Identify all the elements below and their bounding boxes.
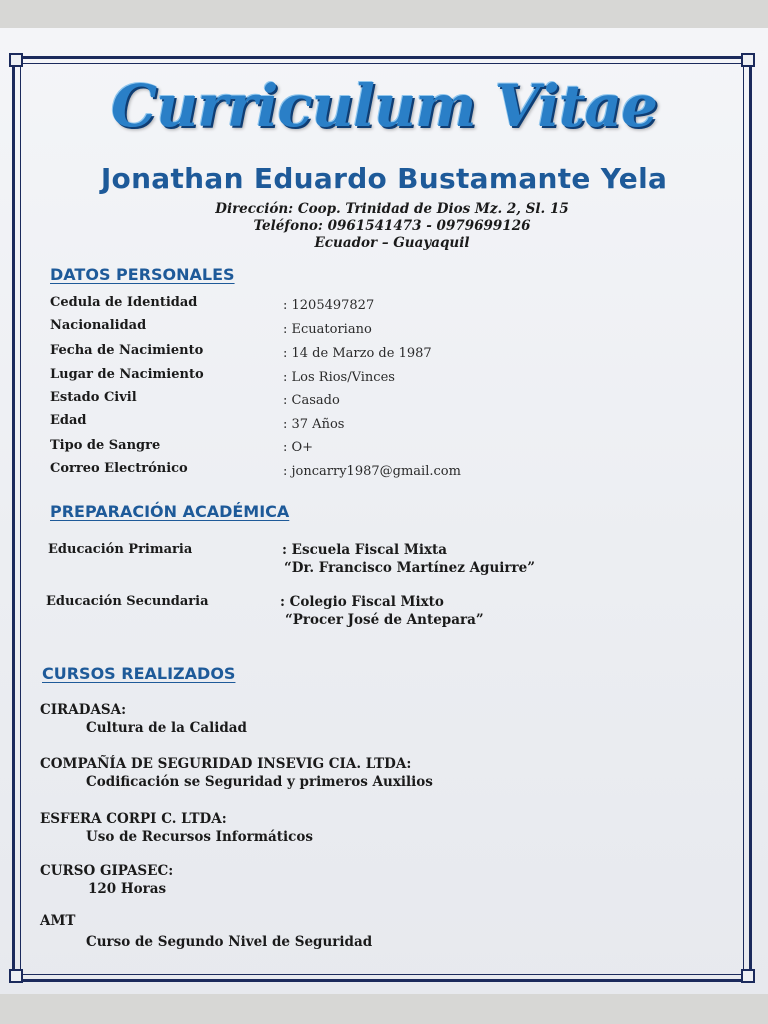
section-title-academic: PREPARACIÓN ACADÉMICA <box>50 502 290 521</box>
academic-school-name: “Procer José de Antepara” <box>285 612 484 628</box>
personal-value: : Casado <box>283 393 340 408</box>
section-title-personal: DATOS PERSONALES <box>50 265 235 284</box>
document-title: Curriculum Vitae <box>110 72 658 140</box>
academic-school-name: “Dr. Francisco Martínez Aguirre” <box>284 560 536 576</box>
course-detail: Cultura de la Calidad <box>86 720 247 736</box>
course-detail: Uso de Recursos Informáticos <box>86 829 313 845</box>
city-line: Ecuador – Guayaquil <box>314 235 470 251</box>
personal-label: Tipo de Sangre <box>50 438 161 453</box>
personal-label: Lugar de Nacimiento <box>50 367 204 382</box>
personal-label: Fecha de Nacimiento <box>50 343 204 358</box>
personal-value: : Los Rios/Vinces <box>283 370 395 385</box>
academic-school: : Colegio Fiscal Mixto <box>280 594 444 610</box>
personal-label: Cedula de Identidad <box>50 295 198 310</box>
personal-value: : 1205497827 <box>283 298 375 313</box>
personal-label: Edad <box>50 413 87 428</box>
border-corner-ornament <box>9 969 23 983</box>
personal-value: : 37 Años <box>283 417 345 432</box>
personal-value: : O+ <box>283 440 314 455</box>
course-heading: AMT <box>40 913 76 929</box>
course-detail: 120 Horas <box>88 881 167 897</box>
personal-label: Correo Electrónico <box>50 461 188 476</box>
section-title-courses: CURSOS REALIZADOS <box>42 664 236 683</box>
academic-school: : Escuela Fiscal Mixta <box>282 542 447 558</box>
phone-line: Teléfono: 0961541473 - 0979699126 <box>253 218 531 234</box>
personal-label: Nacionalidad <box>50 318 147 333</box>
candidate-name: Jonathan Eduardo Bustamante Yela <box>100 162 668 195</box>
personal-value: : 14 de Marzo de 1987 <box>283 346 432 361</box>
personal-value: : joncarry1987@gmail.com <box>283 464 461 479</box>
course-heading: COMPAÑÍA DE SEGURIDAD INSEVIG CIA. LTDA: <box>40 756 412 772</box>
course-detail: Curso de Segundo Nivel de Seguridad <box>86 934 373 950</box>
academic-label: Educación Primaria <box>48 542 193 557</box>
academic-label: Educación Secundaria <box>46 594 209 609</box>
address-line: Dirección: Coop. Trinidad de Dios Mz. 2, Sl. 15 <box>215 201 569 217</box>
border-corner-ornament <box>741 969 755 983</box>
border-corner-ornament <box>741 53 755 67</box>
course-detail: Codificación se Seguridad y primeros Auxilios <box>86 774 433 790</box>
course-heading: CURSO GIPASEC: <box>40 863 174 879</box>
personal-label: Estado Civil <box>50 390 137 405</box>
course-heading: ESFERA CORPI C. LTDA: <box>40 811 227 827</box>
personal-value: : Ecuatoriano <box>283 322 372 337</box>
course-heading: CIRADASA: <box>40 702 127 718</box>
border-corner-ornament <box>9 53 23 67</box>
